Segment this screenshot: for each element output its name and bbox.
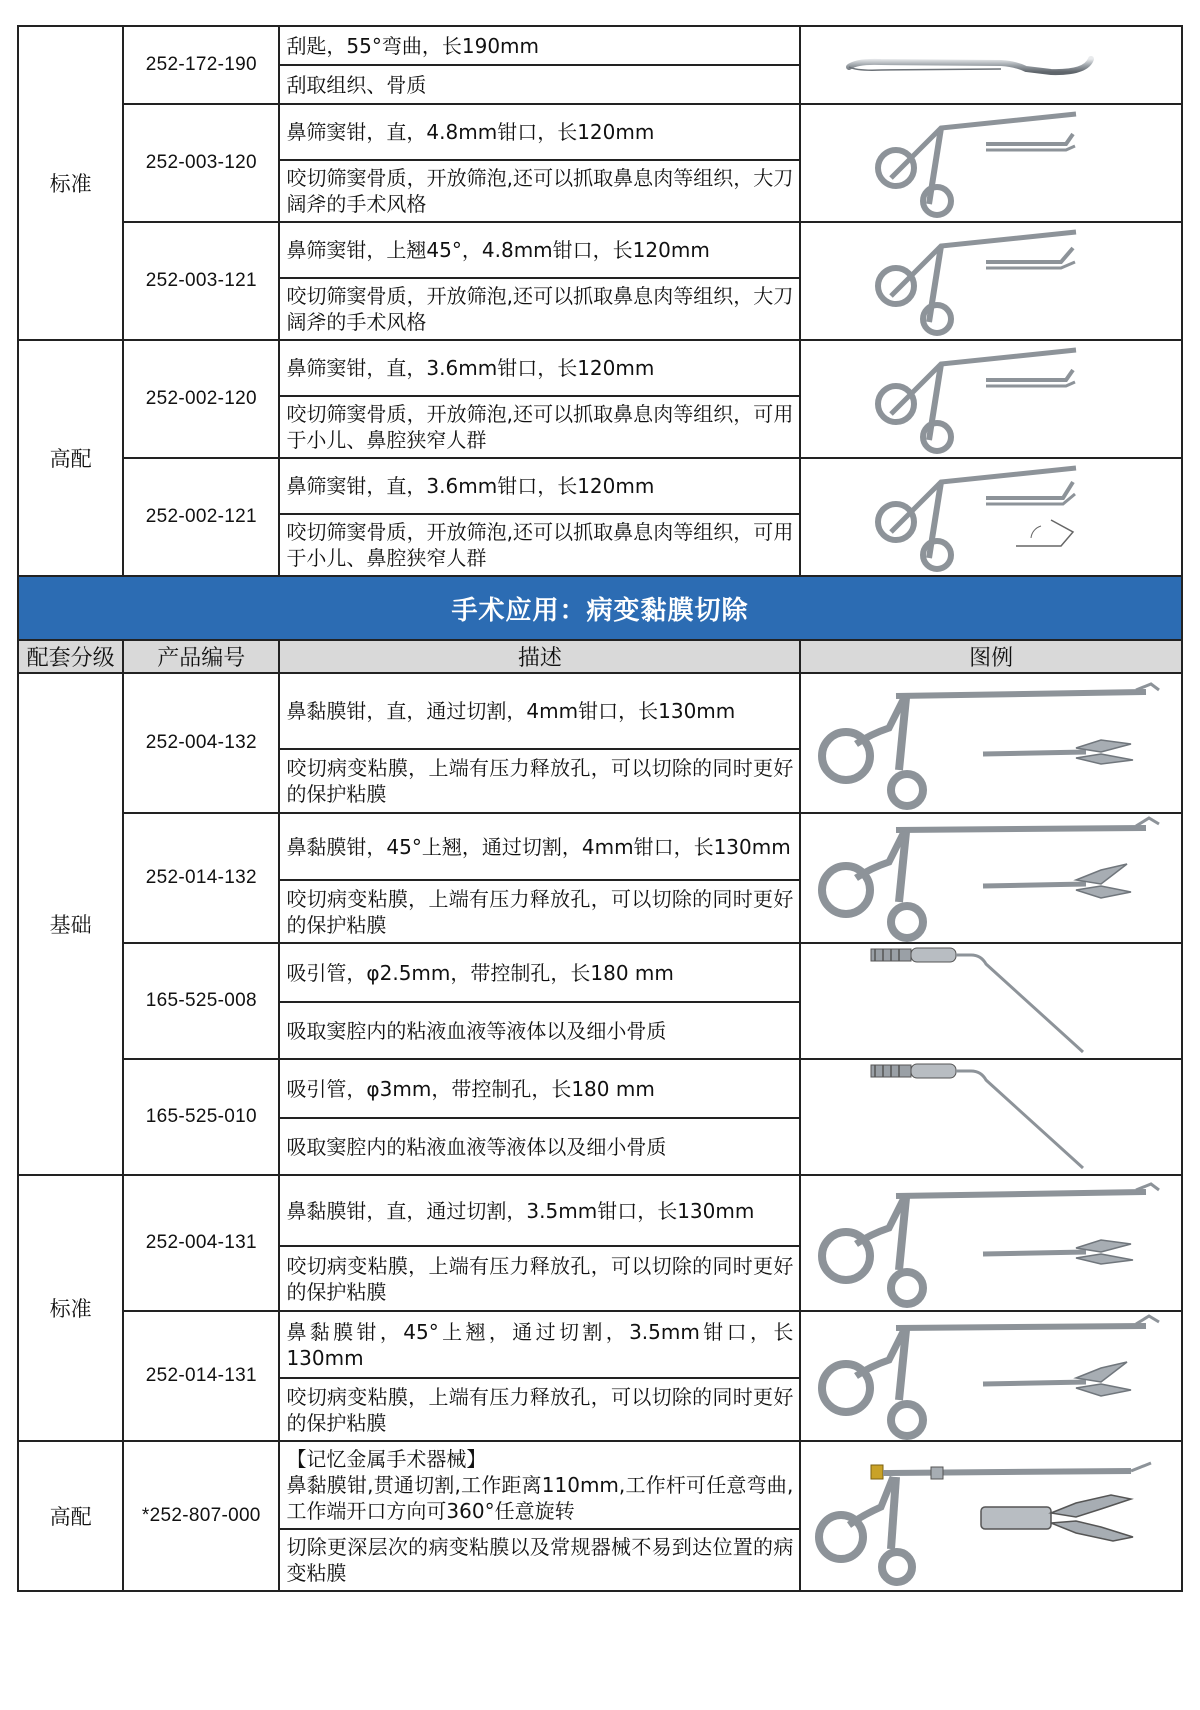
curette-icon <box>801 27 1182 103</box>
grade-cell: 基础 <box>18 673 123 1175</box>
description-body: 咬切病变粘膜，上端有压力释放孔，可以切除的同时更好的保护粘膜 <box>279 880 800 943</box>
column-header-image: 图例 <box>800 640 1182 673</box>
product-image <box>800 458 1182 576</box>
product-code: 165-525-010 <box>123 1059 279 1175</box>
grade-cell: 高配 <box>18 340 123 576</box>
product-code: 165-525-008 <box>123 943 279 1059</box>
description-body: 吸取窦腔内的粘液血液等液体以及细小骨质 <box>279 1118 800 1175</box>
mucosa-forceps-45-icon <box>801 1312 1182 1440</box>
product-code: 252-004-132 <box>123 673 279 813</box>
description-title: 吸引管，φ3mm，带控制孔，长180 mm <box>279 1059 800 1118</box>
product-image <box>800 943 1182 1059</box>
product-image <box>800 1059 1182 1175</box>
ethmoid-forceps-icon <box>801 106 1182 220</box>
product-image <box>800 1311 1182 1441</box>
ethmoid-forceps-icon <box>801 342 1182 456</box>
description-title: 鼻黏膜钳，直，通过切割，3.5mm钳口，长130mm <box>279 1175 800 1246</box>
column-header-desc: 描述 <box>279 640 800 673</box>
section-title: 手术应用：病变黏膜切除 <box>18 576 1182 640</box>
description-body: 咬切筛窦骨质，开放筛泡,还可以抓取鼻息肉等组织，大刀阔斧的手术风格 <box>279 160 800 222</box>
description-title: 鼻黏膜钳，直，通过切割，4mm钳口，长130mm <box>279 673 800 749</box>
product-image <box>800 222 1182 340</box>
product-code: 252-004-131 <box>123 1175 279 1311</box>
suction-tube-icon <box>801 944 1182 1058</box>
grade-cell: 标准 <box>18 26 123 340</box>
catalog-table <box>17 25 1183 1592</box>
product-code: 252-014-131 <box>123 1311 279 1441</box>
description-title: 鼻筛窦钳，直，3.6mm钳口，长120mm <box>279 340 800 396</box>
description-title: 鼻筛窦钳，直，4.8mm钳口，长120mm <box>279 104 800 160</box>
grade-cell: 标准 <box>18 1175 123 1441</box>
product-image <box>800 673 1182 813</box>
product-image <box>800 1441 1182 1591</box>
description-body: 咬切病变粘膜，上端有压力释放孔，可以切除的同时更好的保护粘膜 <box>279 1378 800 1441</box>
memory-metal-forceps-icon <box>801 1445 1182 1587</box>
description-title: 鼻黏膜钳，45°上翘，通过切割，4mm钳口，长130mm <box>279 813 800 880</box>
ethmoid-forceps-45-icon <box>801 224 1182 338</box>
description-title-text: 鼻黏膜钳,贯通切割,工作距离110mm,工作杆可任意弯曲,工作端开口方向可360°任意旋转 <box>286 1473 794 1523</box>
description-body: 咬切筛窦骨质，开放筛泡,还可以抓取鼻息肉等组织，可用于小儿、鼻腔狭窄人群 <box>279 514 800 576</box>
description-body: 咬切筛窦骨质，开放筛泡,还可以抓取鼻息肉等组织，大刀阔斧的手术风格 <box>279 278 800 340</box>
memory-metal-label: 【记忆金属手术器械】 <box>286 1447 487 1471</box>
suction-tube-icon <box>801 1060 1182 1174</box>
product-code: 252-172-190 <box>123 26 279 104</box>
description-title: 鼻黏膜钳，45°上翘，通过切割，3.5mm钳口，长130mm <box>279 1311 800 1378</box>
description-title <box>279 1441 800 1529</box>
grade-cell: 高配 <box>18 1441 123 1591</box>
description-body: 咬切筛窦骨质，开放筛泡,还可以抓取鼻息肉等组织，可用于小儿、鼻腔狭窄人群 <box>279 396 800 458</box>
column-header-code: 产品编号 <box>123 640 279 673</box>
description-title: 吸引管，φ2.5mm，带控制孔，长180 mm <box>279 943 800 1002</box>
description-title: 鼻筛窦钳，上翘45°，4.8mm钳口，长120mm <box>279 222 800 278</box>
description-body: 刮取组织、骨质 <box>279 65 800 104</box>
product-code: 252-002-120 <box>123 340 279 458</box>
mucosa-forceps-icon <box>801 674 1182 812</box>
mucosa-forceps-icon <box>801 1176 1182 1310</box>
product-image <box>800 340 1182 458</box>
product-image <box>800 813 1182 943</box>
description-body: 吸取窦腔内的粘液血液等液体以及细小骨质 <box>279 1002 800 1059</box>
ethmoid-forceps-angle-icon <box>801 460 1182 574</box>
column-header-grade: 配套分级 <box>18 640 123 673</box>
description-body: 切除更深层次的病变粘膜以及常规器械不易到达位置的病变粘膜 <box>279 1529 800 1591</box>
description-body: 咬切病变粘膜，上端有压力释放孔，可以切除的同时更好的保护粘膜 <box>279 1246 800 1311</box>
description-body: 咬切病变粘膜，上端有压力释放孔，可以切除的同时更好的保护粘膜 <box>279 749 800 813</box>
product-image <box>800 104 1182 222</box>
description-title: 刮匙，55°弯曲，长190mm <box>279 26 800 65</box>
product-code: *252-807-000 <box>123 1441 279 1591</box>
product-code: 252-003-121 <box>123 222 279 340</box>
product-code: 252-014-132 <box>123 813 279 943</box>
product-image <box>800 26 1182 104</box>
product-image <box>800 1175 1182 1311</box>
description-title: 鼻筛窦钳，直，3.6mm钳口，长120mm <box>279 458 800 514</box>
product-code: 252-003-120 <box>123 104 279 222</box>
catalog-sheet <box>17 25 1183 1592</box>
product-code: 252-002-121 <box>123 458 279 576</box>
mucosa-forceps-45-icon <box>801 814 1182 942</box>
